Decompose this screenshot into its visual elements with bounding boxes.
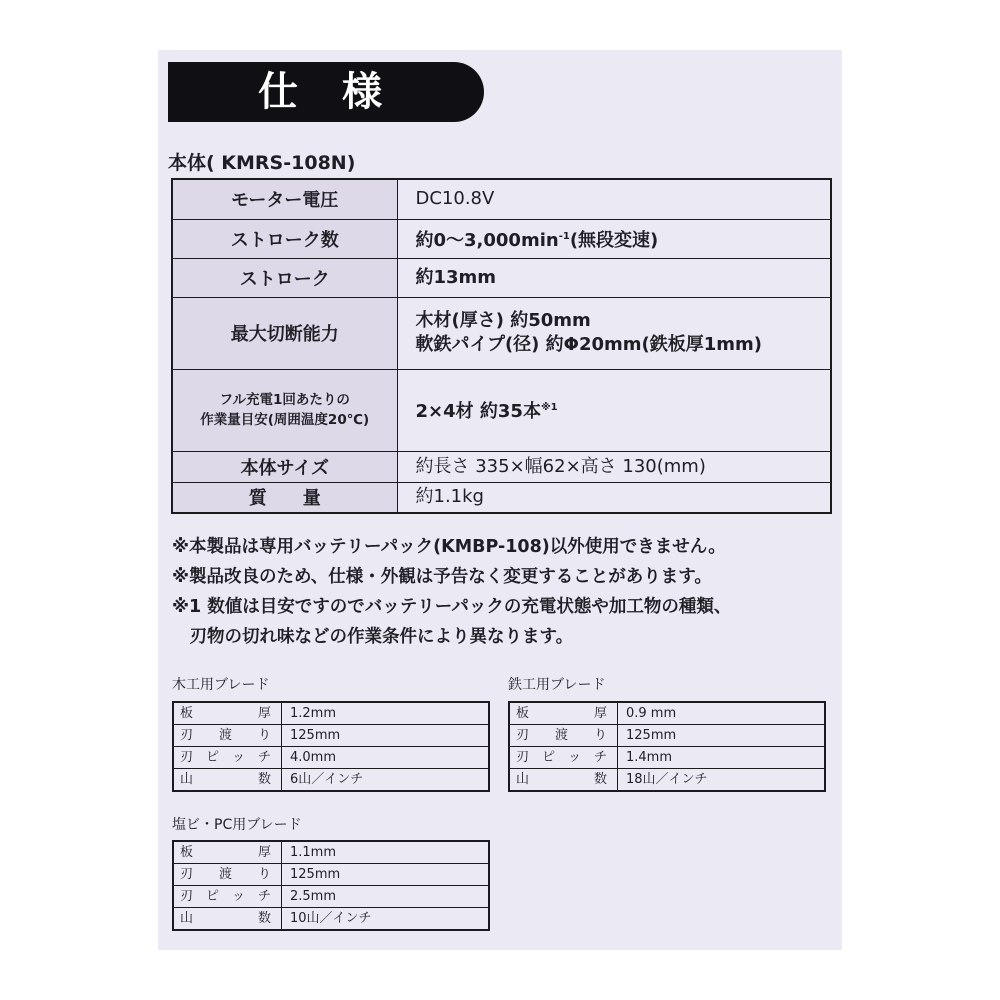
blade-key: 刃 ピ ッ チ xyxy=(509,747,618,769)
blade-key: 刃 ピ ッ チ xyxy=(173,747,282,769)
spec-row-voltage xyxy=(172,179,831,219)
blade-key: 板 厚 xyxy=(173,841,282,864)
page-title: 仕様 xyxy=(258,69,426,115)
blade-value: 6山／インチ xyxy=(282,769,490,792)
blade-key: 板 厚 xyxy=(509,702,618,725)
blade-row xyxy=(173,841,489,864)
spec-key: 本体サイズ xyxy=(172,451,397,482)
blade-value: 125mm xyxy=(282,864,490,886)
notes xyxy=(172,532,832,652)
spec-value: 約$0\sim 3,000\min^{-1}$(無段変速) xyxy=(397,219,831,258)
blade-value: 125mm xyxy=(618,725,826,747)
spec-value: 約1.1kg xyxy=(397,482,831,513)
blade-value: 1.4mm xyxy=(618,747,826,769)
spec-row-stroke xyxy=(172,258,831,297)
spec-row-workload xyxy=(172,369,831,451)
spec-value: 約13mm xyxy=(397,258,831,297)
blade-key: 刃 渡 り xyxy=(509,725,618,747)
blade-row xyxy=(173,725,489,747)
spec-key: モーター電圧 xyxy=(172,179,397,219)
spec-key: フル充電1回あたりの 作業量目安(周囲温度20℃) xyxy=(172,369,397,451)
blade-key: 山 数 xyxy=(173,908,282,931)
iron-blade-table xyxy=(508,701,826,792)
spec-value: 木材(厚さ) 約50mm 軟鉄パイプ(径) 約Φ20mm(鉄板厚1mm) xyxy=(397,297,831,369)
blade-row xyxy=(173,908,489,931)
spec-row-mass xyxy=(172,482,831,513)
blade-row xyxy=(173,769,489,792)
blade-row xyxy=(173,886,489,908)
spec-key: ストローク xyxy=(172,258,397,297)
blade-row xyxy=(173,702,489,725)
spec-row-stroke-rate xyxy=(172,219,831,258)
blade-value: 4.0mm xyxy=(282,747,490,769)
blade-value: 10山／インチ xyxy=(282,908,490,931)
note-line: ※製品改良のため、仕様・外観は予告なく変更することがあります。 xyxy=(172,567,712,587)
blade-row xyxy=(509,725,825,747)
spec-value: 約長さ 335×幅62×高さ 130(mm) xyxy=(397,451,831,482)
pvc-blade-title: 塩ビ・PC用ブレード xyxy=(172,817,302,833)
wood-blade-table xyxy=(172,701,490,792)
spec-row-cutting-capacity xyxy=(172,297,831,369)
blade-key: 刃 渡 り xyxy=(173,864,282,886)
spec-table xyxy=(171,178,832,514)
blade-value: 2.5mm xyxy=(282,886,490,908)
blade-value: 1.1mm xyxy=(282,841,490,864)
blade-value: 18山／インチ xyxy=(618,769,826,792)
spec-value: DC10.8V xyxy=(397,179,831,219)
spec-row-size xyxy=(172,451,831,482)
blade-key: 板 厚 xyxy=(173,702,282,725)
blade-key: 刃 渡 り xyxy=(173,725,282,747)
note-line: ※1 数値は目安ですのでバッテリーパックの充電状態や加工物の種類、 xyxy=(172,597,732,617)
spec-value: 2×4材 約35本$^{※1}$ xyxy=(397,369,831,451)
blade-key: 山 数 xyxy=(509,769,618,792)
iron-blade-title: 鉄工用ブレード xyxy=(508,677,606,693)
spec-key: 最大切断能力 xyxy=(172,297,397,369)
blade-row xyxy=(509,769,825,792)
spec-key: 質 量 xyxy=(172,482,397,513)
blade-key: 刃 ピ ッ チ xyxy=(173,886,282,908)
blade-row xyxy=(173,864,489,886)
blade-value: 0.9 mm xyxy=(618,702,826,725)
spec-key: ストローク数 xyxy=(172,219,397,258)
blade-key: 山 数 xyxy=(173,769,282,792)
wood-blade-title: 木工用ブレード xyxy=(172,677,270,693)
note-line: 刃物の切れ味などの作業条件により異なります。 xyxy=(172,627,574,647)
blade-row xyxy=(173,747,489,769)
blade-value: 1.2mm xyxy=(282,702,490,725)
pvc-blade-table xyxy=(172,840,490,931)
blade-value: 125mm xyxy=(282,725,490,747)
blade-row xyxy=(509,747,825,769)
model-label: 本体( KMRS-108N) xyxy=(168,152,356,174)
note-line: ※本製品は専用バッテリーパック(KMBP-108)以外使用できません。 xyxy=(172,537,726,557)
blade-row xyxy=(509,702,825,725)
